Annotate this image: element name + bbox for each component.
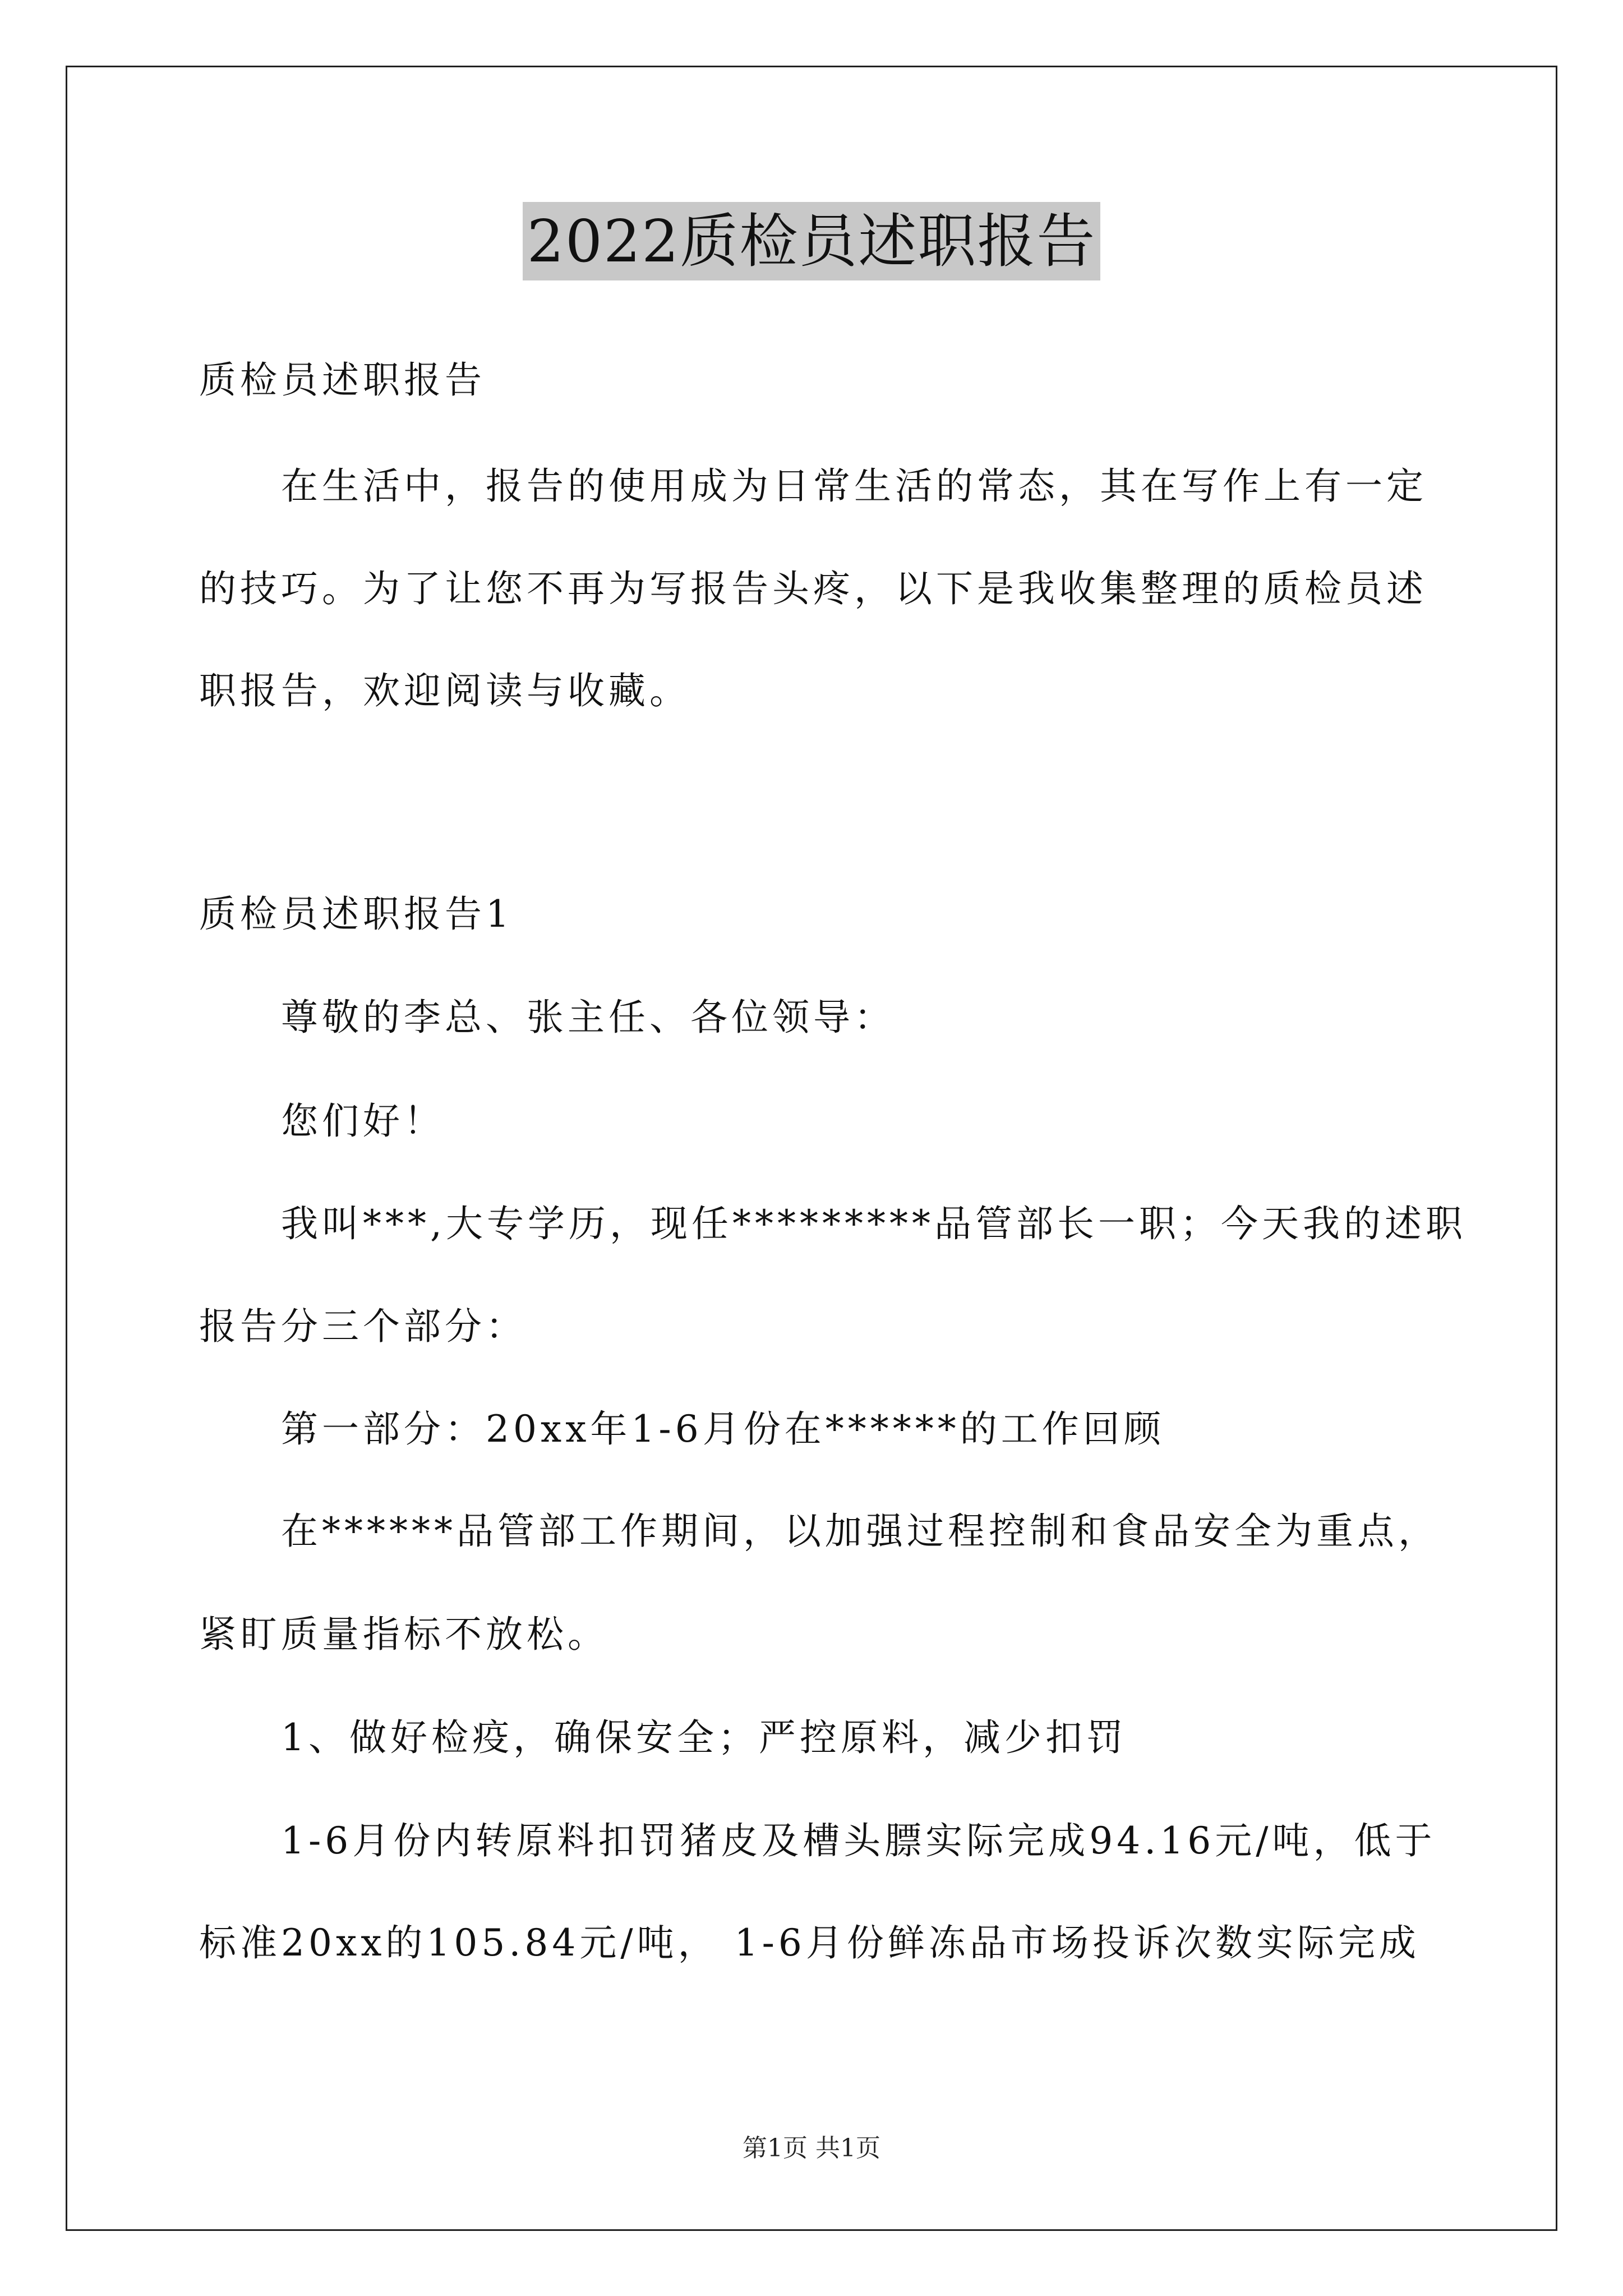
page-footer: 第1页 共1页 — [743, 2134, 880, 2162]
work-line-1: 在******品管部工作期间，以加强过程控制和食品安全为重点， — [281, 1510, 1439, 1553]
item-one-heading: 1、做好检疫，确保安全；严控原料，减少扣罚 — [281, 1716, 1127, 1759]
part-one-heading: 第一部分：20xx年1-6月份在******的工作回顾 — [281, 1407, 1165, 1451]
salutation: 尊敬的李总、张主任、各位领导： — [281, 996, 895, 1039]
item-one-line-1: 1-6月份内转原料扣罚猪皮及槽头膘实际完成94.16元/吨，低于 — [281, 1819, 1436, 1862]
intro-line-3: 职报告，欢迎阅读与收藏。 — [199, 669, 690, 712]
document-title: 2022质检员述职报告 — [523, 202, 1101, 280]
section-heading: 质检员述职报告1 — [199, 892, 513, 936]
work-line-2: 紧盯质量指标不放松。 — [199, 1613, 608, 1656]
item-one-line-2: 标准20xx的105.84元/吨， 1-6月份鲜冻品市场投诉次数实际完成 — [199, 1921, 1420, 1964]
intro-line-1: 在生活中，报告的使用成为日常生活的常态，其在写作上有一定 — [281, 464, 1427, 508]
self-intro-line-2: 报告分三个部分： — [199, 1305, 527, 1348]
title-container — [0, 202, 1623, 280]
subtitle: 质检员述职报告 — [199, 358, 486, 402]
self-intro-line-1: 我叫***,大专学历，现任*********品管部长一职；今天我的述职 — [281, 1202, 1467, 1245]
intro-line-2: 的技巧。为了让您不再为写报告头疼，以下是我收集整理的质检员述 — [199, 567, 1427, 610]
greeting: 您们好！ — [281, 1099, 445, 1143]
